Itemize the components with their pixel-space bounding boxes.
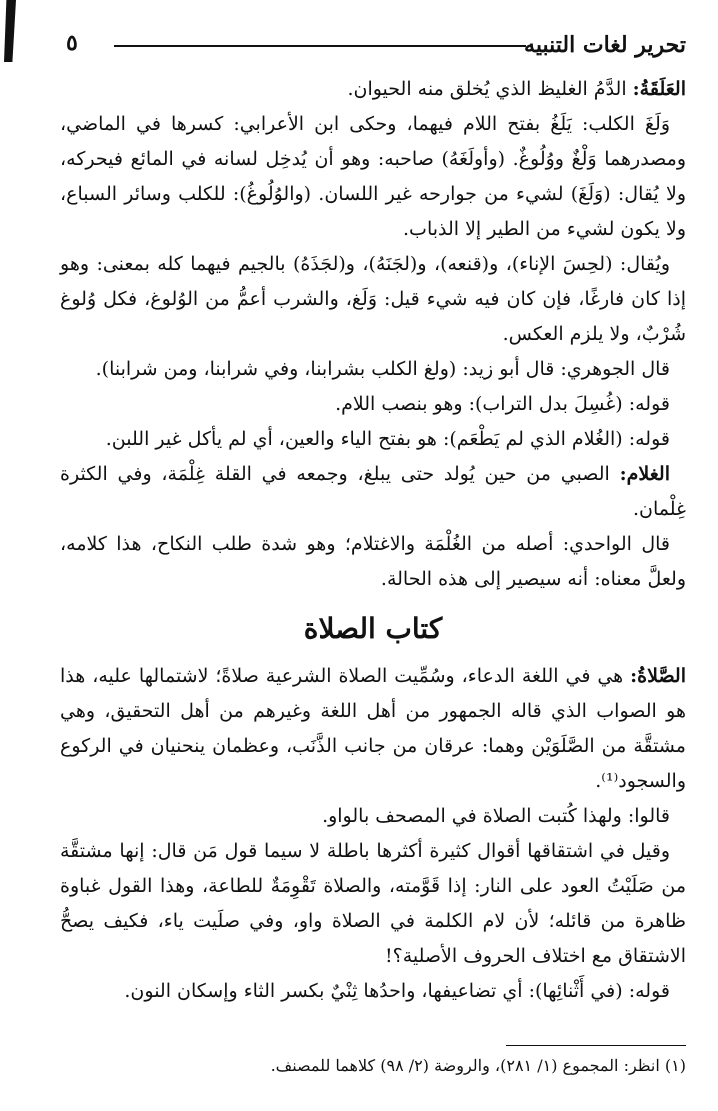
- paragraph-text: قال الواحدي: أصله من الغُلْمَة والاغتلام؛ وهو شدة طلب النكاح، هذا كلامه، ولعلَّ معناه: أنه سيصير إلى هذه الحالة.: [60, 533, 686, 590]
- footnote-rule: [506, 1045, 686, 1046]
- paragraph-text: ويُقال: (لحِسَ الإناء)، و(قنعه)، و(لجَنَهُ)، و(لجَذَهُ) بالجيم فيهما كله بمعنى: وهو إذا كان فارغًا، فإن كان فيه شيء قيل: وَلَغ، والشرب أعمُّ من الوُلوغ، فكل وُلوغ شُرْبٌ، ولا يلزم العكس.: [60, 253, 686, 345]
- paragraph-text: هي في اللغة الدعاء، وسُمِّيت الصلاة الشرعية صلاةً؛ لاشتمالها عليه، هذا هو الصواب الذي قاله الجمهور من أهل اللغة وغيرهم من أهل التحقيق، وهي مشتقَّة من الصَّلَوَيْن وهما: عرقان من جانب الذَّنَب، وعظمان ينحنيان في الركوع والسجود⁽¹⁾.: [60, 665, 686, 792]
- lead-term: العَلَقَةُ:: [632, 78, 686, 100]
- section-title: كتاب الصلاة: [303, 612, 443, 645]
- paragraph-text: قوله: (في أَثْنائِها): أي تضاعيفها، واحدُها ثِنْيٌ بكسر الثاء وإسكان النون.: [124, 980, 670, 1002]
- paragraph: [60, 527, 686, 597]
- paragraph: [60, 974, 686, 1009]
- paragraph-text: قوله: (غُسِلَ بدل التراب): وهو بنصب اللام.: [335, 393, 670, 415]
- page-body: [60, 72, 686, 1009]
- paragraph: [60, 352, 686, 387]
- paragraph-text: قوله: (الغُلام الذي لم يَطْعَم): هو بفتح الياء والعين، أي لم يأكل غير اللبن.: [105, 428, 670, 450]
- paragraph-text: الصبي من حين يُولد حتى يبلغ، وجمعه في القلة غِلْمَة، وفي الكثرة غِلْمان.: [60, 463, 686, 520]
- running-title: تحرير لغات التنبيه: [524, 32, 686, 58]
- paragraph: [60, 422, 686, 457]
- paragraph-text: وَلَغَ الكلب: يَلَغُ بفتح اللام فيهما، وحكى ابن الأعرابي: كسرها في الماضي، ومصدرهما وَلْغٌ ووُلُوغٌ. (وأولَغَهُ) صاحبه: وهو أن يُدخِل لسانه في المائع فيحركه، ولا يُقال: (وَلَغَ) لشيء من جوارحه غير اللسان. (والوُلُوغُ): للكلب وسائر السباع، ولا يكون لشيء من الطير إلا الذباب.: [60, 113, 686, 240]
- paragraph-text: الدَّمُ الغليظ الذي يُخلق منه الحيوان.: [347, 78, 633, 100]
- paragraph: [60, 457, 686, 527]
- footnote: (١) انظر: المجموع (١/ ٢٨١)، والروضة (٢/ ٩٨) كلاهما للمصنف.: [270, 1056, 686, 1075]
- paragraph: [60, 659, 686, 799]
- page-number: ٥: [66, 30, 78, 56]
- paragraph: [60, 72, 686, 107]
- paragraph: [60, 107, 686, 247]
- lead-term: الغلام:: [619, 463, 670, 485]
- lead-term: الصَّلاةُ:: [630, 665, 686, 687]
- page-header: [58, 28, 686, 64]
- paragraph: [60, 247, 686, 352]
- paragraph: [60, 387, 686, 422]
- paragraph-text: قال الجوهري: قال أبو زيد: (ولغ الكلب بشرابنا، وفي شرابنا، ومن شرابنا).: [95, 358, 670, 380]
- paragraph: [60, 799, 686, 834]
- paragraph-text: وقيل في اشتقاقها أقوال كثيرة أكثرها باطلة لا سيما قول مَن قال: إنها مشتقَّة من صَلَيْتُ العود على النار: إذا قَوَّمته، والصلاة تَقْوِمَةٌ للطاعة، وهذا القول غباوة ظاهرة من قائله؛ لأن لام الكلمة في الصلاة واو، وفي صلَيت ياء، فكيف يصحُّ الاشتقاق مع اختلاف الحروف الأصلية؟!: [60, 840, 686, 967]
- paragraph: [60, 834, 686, 974]
- page-edge-mark: [4, 0, 16, 62]
- header-rule: [114, 45, 526, 47]
- paragraph-text: قالوا: ولهذا كُتبت الصلاة في المصحف بالواو.: [322, 805, 670, 827]
